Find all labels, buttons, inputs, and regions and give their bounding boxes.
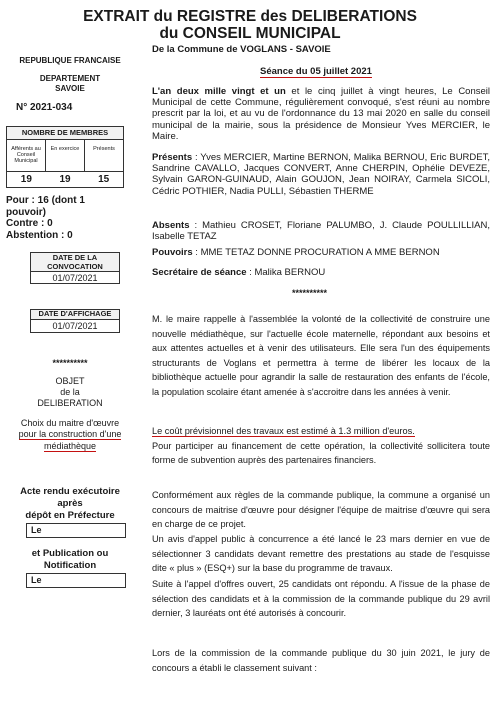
members-val-exercice: 19	[59, 174, 71, 185]
paragraph-2-rest: Pour participer au financement de cette opération, la collectivité sollicitera toute forme de subvention auprès des partenaires financiers.	[152, 440, 490, 466]
prefecture-date-box: Le	[26, 523, 126, 538]
session-date-text: Séance du 05 juillet 2021	[260, 66, 372, 77]
vote-pour-detail: pouvoir)	[6, 206, 46, 218]
secretaire-label: Secrétaire de séance	[152, 267, 247, 278]
members-header: NOMBRE DE MEMBRES	[7, 127, 123, 140]
convocation-header: DATE DE LA CONVOCATION	[31, 253, 119, 272]
vote-abstention: Abstention : 0	[6, 229, 73, 241]
objet-text-3-underlined: médiathèque	[43, 441, 97, 451]
paragraph-1: M. le maire rappelle à l'assemblée la volonté de la collectivité de construire une nouvelle médiathèque, sur l'actuelle école maternelle, répondant aux besoins et aux attentes actuelles et à venir des utilisateurs. Elle sera l'un des équipements structurants de Voglans et permettra à terme de libérer les locaux de la bibliothèque actuelle pour agrandir la salle de restauration des enfants de l'école, la population scolaire étant amenée à s'accroitre dans les années à venir.	[152, 314, 490, 397]
secretaire-paragraph	[152, 267, 490, 278]
right-stars: **********	[292, 288, 328, 298]
intro-lead: L'an deux mille vingt et un	[152, 86, 286, 97]
notification-label: Notification	[43, 560, 97, 571]
deliberation-number: N° 2021-034	[16, 102, 73, 113]
notification-date-box: Le	[26, 573, 126, 588]
objet-text-3	[6, 441, 134, 451]
paragraph-2	[152, 424, 490, 468]
departement-label: DEPARTEMENT	[39, 74, 101, 83]
objet-label-2: de la	[60, 387, 80, 397]
acte-label-3: dépôt en Préfecture	[25, 510, 115, 521]
pouvoirs-paragraph	[152, 247, 490, 258]
objet-text-1: Choix du maitre d'œuvre	[20, 418, 120, 428]
presents-paragraph	[152, 152, 490, 197]
objet-label-3: DELIBERATION	[37, 398, 103, 408]
document-title-line1: EXTRAIT du REGISTRE des DELIBERATIONS	[83, 8, 417, 25]
members-table	[6, 126, 124, 188]
affichage-box	[30, 309, 120, 333]
left-stars: **********	[52, 358, 88, 368]
acte-label: Acte rendu exécutoire	[20, 486, 120, 497]
presents-text: : Yves MERCIER, Martine BERNON, Malika BERNOU, Eric BURDET, Sandrine CAVALLO, Jacques CONVERT, Anne CHERPIN, Ophélie DEVEZE, Sylvain GARON-GUINAUD, Alain GOUJON, Jean NOIRAY, Carmela SICOLI, Cédric POTHIER, Nadia PULLI, Sébastien THERME	[152, 152, 490, 197]
paragraph-4: Un avis d'appel public à concurrence a été lancé le 23 mars dernier en vue de sélectionner 3 candidats devant remettre des prestations au stade de l'esquisse dite « plus » (ESQ+) sur la base du programme de travaux.	[152, 534, 490, 574]
members-col-exercice: En exercice	[46, 140, 85, 171]
paragraph-6: Lors de la commission de la commande publique du 30 juin 2021, le jury de concours a établi le classement suivant :	[152, 648, 490, 673]
secretaire-text: : Malika BERNOU	[246, 267, 326, 278]
publication-label: et Publication ou	[31, 548, 109, 559]
session-date	[260, 66, 372, 77]
objet-label: OBJET	[55, 376, 85, 386]
members-col-presents: Présents	[93, 146, 115, 152]
absents-paragraph	[152, 220, 490, 242]
vote-summary	[6, 195, 126, 241]
members-val-afferents: 19	[20, 174, 32, 185]
pouvoirs-text: : MME TETAZ DONNE PROCURATION A MME BERNON	[192, 247, 440, 258]
departement-value: SAVOIE	[55, 84, 85, 93]
intro-text: et le cinq juillet à vingt heures, Le Conseil Municipal de cette Commune, régulièrement convoqué, s'est réuni au nombre prescrit par la loi, et au vu de l'ordonnance du 13 mai 2020 en salle du conseil municipal de la mairie, sous la présidence de Monsieur Yves MERCIER, le Maire.	[152, 86, 490, 142]
paragraph-5: Suite à l'appel d'offres ouvert, 25 candidats ont répondu. A l'issue de la phase de sélection des candidats et à la commission de la commande publique du 29 avril dernier, 3 lauréats ont été autorisés à concourir.	[152, 579, 490, 619]
pouvoirs-label: Pouvoirs	[152, 247, 193, 258]
convocation-box	[30, 252, 120, 284]
members-col-afferents: Afférents au Conseil Municipal	[7, 140, 46, 171]
acte-label-2: après	[57, 498, 83, 509]
members-val-presents: 15	[98, 174, 110, 185]
republique-label: REPUBLIQUE FRANCAISE	[19, 56, 121, 65]
objet-text-2-underlined: pour la construction d'une	[18, 429, 122, 439]
presents-label: Présents	[152, 152, 193, 163]
absents-text: : Mathieu CROSET, Floriane PALUMBO, J. Claude POULLILLIAN, Isabelle TETAZ	[152, 220, 490, 243]
absents-label: Absents	[152, 220, 190, 231]
intro-paragraph	[152, 86, 490, 142]
vote-pour: Pour : 16 (dont 1	[6, 195, 85, 206]
commune-line: De la Commune de VOGLANS - SAVOIE	[152, 44, 331, 55]
paragraph-3: Conformément aux règles de la commande publique, la commune a organisé un concours de maitrise d'œuvre pour désigner l'équipe de maitrise d'œuvre qui sera en charge de ce projet.	[152, 490, 490, 530]
affichage-date: 01/07/2021	[52, 321, 98, 331]
vote-contre: Contre : 0	[6, 218, 53, 229]
objet-text-2	[6, 429, 134, 439]
cost-highlight: Le coût prévisionnel des travaux est estimé à 1.3 million d'euros.	[152, 426, 415, 436]
affichage-header: DATE D'AFFICHAGE	[31, 310, 119, 320]
convocation-date: 01/07/2021	[52, 273, 98, 283]
document-title-line2: du CONSEIL MUNICIPAL	[159, 25, 341, 42]
